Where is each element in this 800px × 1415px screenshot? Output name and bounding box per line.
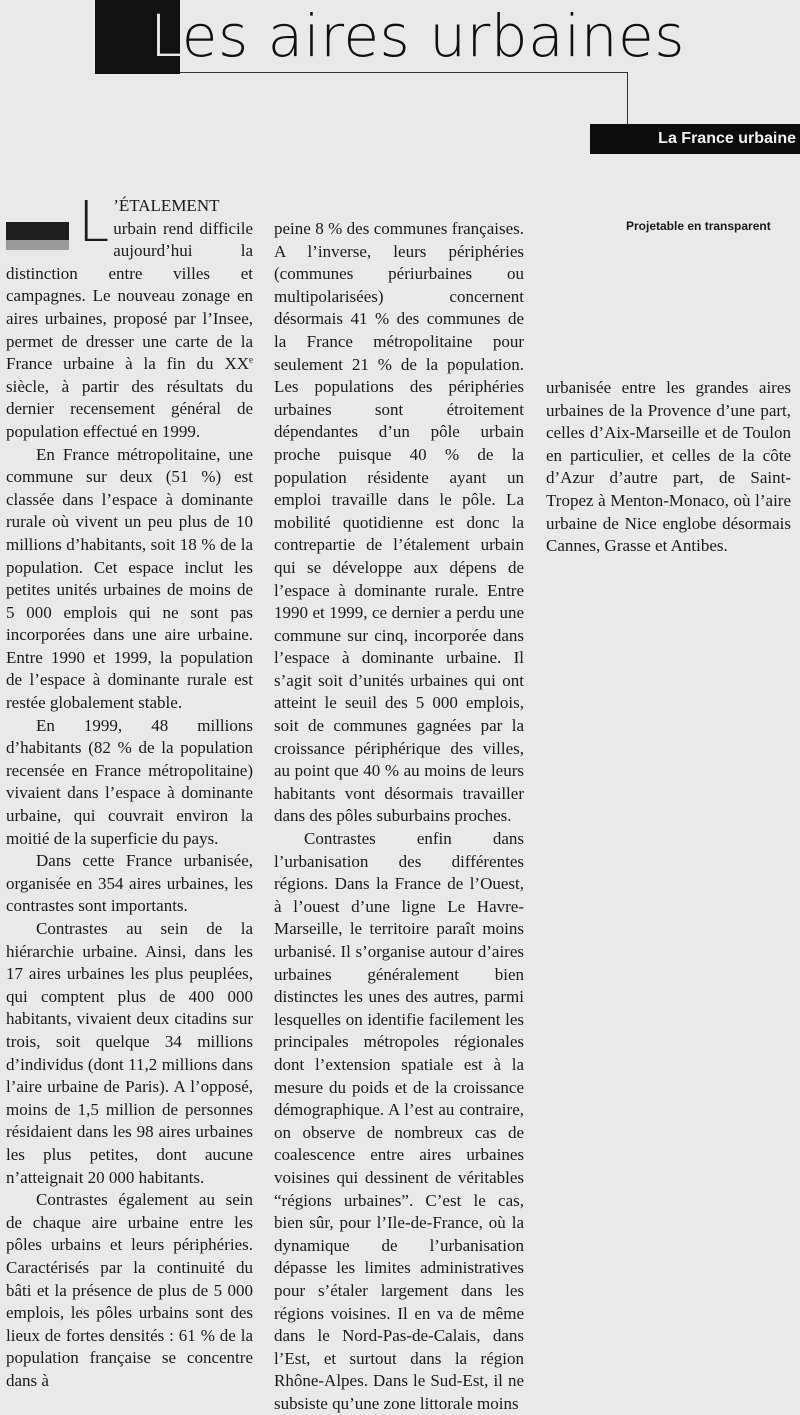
section-tag: La France urbaine	[590, 124, 800, 154]
paragraph-regions-end: urbanisée entre les grandes aires urbaines de la Provence d’une part, celles d’Aix-Marseille et de Toulon en particulier, et celles de la côte d’Azur d’autre part, de Saint-Tropez à Menton-Monaco, où l’aire urbaine de Nice englobe désormais Cannes, Grasse et Antibes.	[546, 378, 791, 556]
text-column-1	[6, 190, 253, 1392]
paragraph-urban: En 1999, 48 millions d’habitants (82 % de la population recensée en France métropolitaine) vivaient dans l’espace à dominante urbaine, qui couvrait environ la moitié de la superficie du pays.	[6, 715, 253, 848]
header-rule-vertical	[627, 72, 628, 126]
paragraph-contrasts: Dans cette France urbanisée, organisée en 354 aires urbaines, les contrastes sont importants.	[6, 851, 253, 916]
title-initial: L	[150, 2, 182, 70]
projetable-note: Projetable en transparent	[626, 219, 771, 233]
paragraph-regions: Contrastes enfin dans l’urbanisation des différentes régions. Dans la France de l’Ouest, à l’ouest d’une ligne Le Havre-Marseille, le territoire paraît moins urbanisé. Il s’organise autour d’aires urbaines généralement bien distinctes les unes des autres, parmi lesquelles on identifie facilement les principales métropoles régionales dont l’extension spatiale est à la mesure du poids et de la croissance démographique. A l’est au contraire, on observe de nombreux cas de coalescence entre aires urbaines voisines qui dessinent de véritables “régions urbaines”. C’est le cas, bien sûr, pour l’Ile-de-France, où la dynamique de l’urbanisation dépasse les limites administratives pour s’étaler largement dans les régions voisines. Il en va de même dans le Nord-Pas-de-Calais, dans l’Est, et surtout dans la région Rhône-Alpes. Dans le Sud-Est, il ne subsiste qu’une zone littorale moins	[274, 829, 524, 1413]
paragraph-poles-cont: peine 8 % des communes françaises. A l’inverse, leurs périphéries (communes périurbaines ou multipolarisées) concernent désormais 41 % des communes de la France métropolitaine pour seulement 21 % de la population. Les populations des périphéries urbaines sont étroitement dépendantes d’un pôle urbain proche puisque 40 % de la population résidente ayant un emploi travaille dans le pôle. La mobilité quotidienne est donc la contrepartie de l’étalement urbain qui se développe aux dépens de l’espace à dominante rurale. Entre 1990 et 1999, ce dernier a perdu une commune sur cinq, incorporée dans l’espace à dominante urbaine. Il s’agit soit d’unités urbaines qui ont atteint le seuil des 5 000 emplois, soit de communes gagnées par la croissance périphérique des villes, au point que 40 % au moins de leurs habitants vont désormais travailler dans des pôles suburbains proches.	[274, 219, 524, 826]
page-title	[150, 2, 685, 70]
paragraph-rural: En France métropolitaine, une commune sur deux (51 %) est classée dans l’espace à dominante rurale où vivent un peu plus de 10 millions d’habitants, soit 18 % de la population. Cet espace inclut les petites unités urbaines de moins de 5 000 emplois qui ne sont pas incorporées dans une aire urbaine. Entre 1990 et 1999, la population de l’espace à dominante rurale est restée globalement stable.	[6, 444, 253, 713]
paragraph-hierarchy: Contrastes au sein de la hiérarchie urbaine. Ainsi, dans les 17 aires urbaines les plus peuplées, qui comptent plus de 400 000 habitants, vivaient deux citadins sur trois, soit quelque 34 millions d’individus (dont 11,2 millions dans l’aire urbaine de Paris). A l’opposé, moins de 1,5 million de personnes résidaient dans les 98 aires urbaines les plus petites, dont aucune n’atteignait 20 000 habitants.	[6, 919, 253, 1187]
header-rule-horizontal	[180, 72, 628, 73]
paragraph-intro: L ’ÉTALEMENT urbain rend difficile aujourd’hui la distinction entre villes et campagnes. Le nouveau zonage en aires urbaines, proposé par l’Insee, permet de dresser une carte de la France urbaine à la fin du XXe siècle, à partir des résultats du dernier recensement général de population effectué en 1999.	[6, 190, 253, 441]
title-rest: es aires urbaines	[181, 2, 685, 70]
text-column-3	[546, 377, 791, 558]
drop-cap: L	[78, 190, 110, 255]
text-column-2	[274, 218, 524, 1415]
paragraph-poles-start: Contrastes également au sein de chaque aire urbaine entre les pôles urbains et leurs périphéries. Caractérisés par la continuité du bâti et la présence de plus de 5 000 emplois, les pôles urbains sont des lieux de fortes densités : 61 % de la population française se concentre dans à	[6, 1190, 253, 1390]
